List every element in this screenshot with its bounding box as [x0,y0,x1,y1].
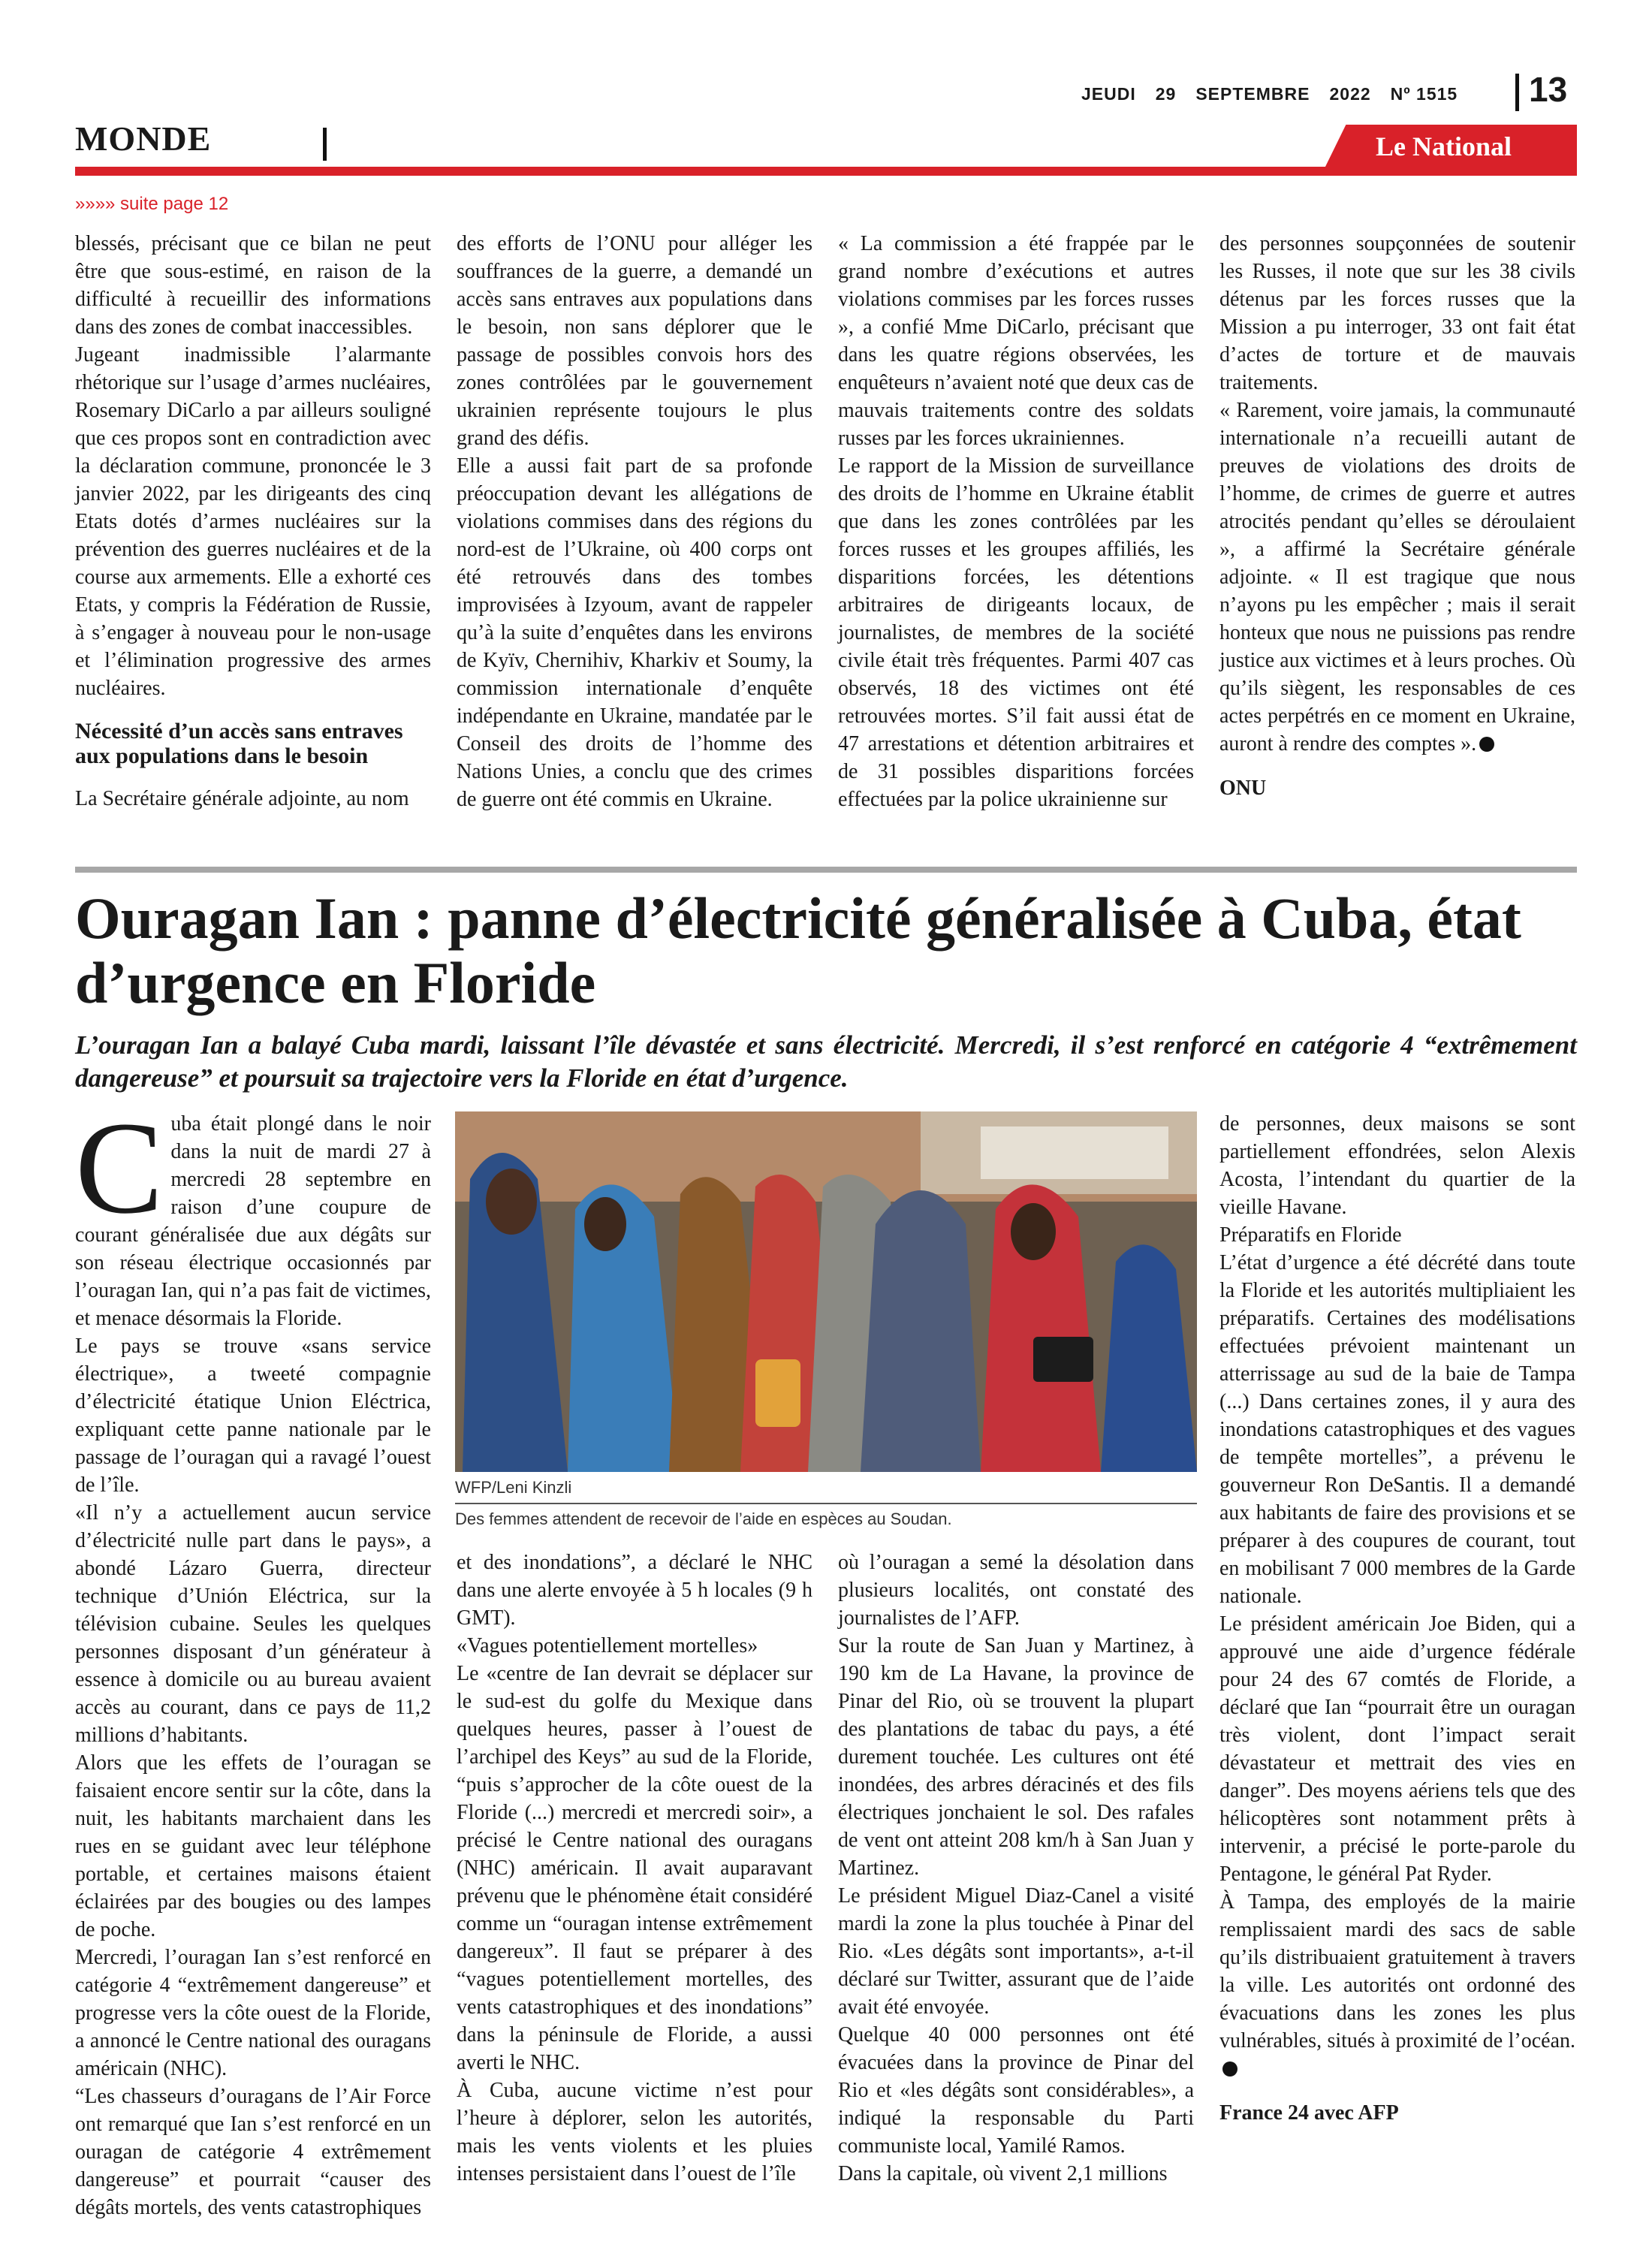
article-column-4 [1219,1110,1575,2127]
article-deck: L’ouragan Ian a balayé Cuba mardi, laissant l’île dévastée et sans électricité. Mercredi, il s’est renforcé en catégorie 4 “extrêmement dangereuse” et poursuit sa trajectoire vers la Floride en état d’urgence. [75,1030,1577,1093]
paragraph: “Les chasseurs d’ouragans de l’Air Force ont remarqué que Ian s’est renforcé en un ouragan de catégorie 4 extrêmement dangereuse” et pourrait “causer des dégâts mortels, des vents catastrophiques [75,2085,431,2219]
top-column-3 [838,230,1194,813]
continued-from-link[interactable]: »»»» suite page 12 [75,194,229,214]
top-column-1 [75,230,431,813]
section-divider [323,128,327,161]
paragraph: des efforts de l’ONU pour alléger les souffrances de la guerre, a demandé un accès sans entraves aux populations dans le besoin, non sans déplorer que le passage de possibles convois hors des zones contrôlées par le gouvernement ukrainien représente toujours le plus grand des défis. [457,232,812,450]
paragraph: Sur la route de San Juan y Martinez, à 190 km de La Havane, la province de Pinar del Rio, où se trouvent la plupart des plantations de tabac du pays, a été durement touchée. Les cultures ont été inondées, des arbres déracinés et des fils électriques jonchaient le sol. Des rafales de vent ont atteint 208 km/h à San Juan y Martinez. [838,1634,1194,1880]
article-column-2 [457,1549,812,2188]
section-title: MONDE [75,119,212,158]
paragraph: Mercredi, l’ouragan Ian s’est renforcé en catégorie 4 “extrêmement dangereuse” et progresse vers la côte ouest de la Floride, a annoncé le Centre national des ouragans américain (NHC). [75,1946,431,2080]
paragraph [1219,1888,1575,2083]
brand-name: Le National [1376,131,1512,161]
drop-cap: C [75,1095,164,1241]
paragraph: « La commission a été frappée par le grand nombre d’exécutions et autres violations commises par les forces russes », a confié Mme DiCarlo, précisant que dans les quatre régions observées, les enquêteurs n’avaient noté que deux cas de mauvais traitements contre des soldats russes par les forces ukrainiennes. [838,232,1194,450]
article-divider [75,867,1577,873]
page-number: 13 [1529,70,1568,109]
issue-date-number: 29 [1155,84,1177,104]
article-signature: ONU [1219,777,1267,800]
paragraph-text: « Rarement, voire jamais, la communauté internationale n’a recueilli autant de preuves de violations des droits de l’homme, de crimes de guerre et autres atrocités pendant qu’elles se déroulaient », a affirmé la Secrétaire générale adjointe. « Il est tragique que nous n’ayons pu les empêcher ; mais il serait honteux que nous ne puissions pas rendre justice aux victimes et à leurs proches. Où qu’ils siègent, les responsables de ces actes perpétrés en ce moment en Ukraine, auront à rendre des comptes ». [1219,399,1575,756]
paragraph: «Il n’y a actuellement aucun service d’électricité nulle part dans le pays», a abondé Lázaro Guerra, directeur technique d’Unión Eléctrica, sur la télévision cubaine. Seules les quelques personnes disposant d’un générateur à essence à domicile ou au bureau avaient accès au courant, dans ce pays de 11,2 millions d’habitants. [75,1501,431,1747]
issue-year: 2022 [1329,84,1371,104]
issue-number: Nº 1515 [1390,84,1458,104]
issue-day: JEUDI [1081,84,1136,104]
paragraph: Préparatifs en Floride [1219,1223,1402,1247]
article-column-3 [838,1549,1194,2188]
paragraph: Elle a aussi fait part de sa profonde préoccupation devant les allégations de violations commises dans des régions du nord-est de l’Ukraine, où 400 corps ont été retrouvés dans des tombes improvisées à Izyoum, avant de rappeler qu’à la suite d’enquêtes dans les environs de Kyïv, Chernihiv, Kharkiv et Soumy, la commission internationale d’enquête indépendante en Ukraine, mandatée par le Conseil des droits de l’homme des Nations Unies, a conclu que des crimes de guerre ont été commis en Ukraine. [457,454,812,811]
paragraph: Le «centre de Ian devrait se déplacer sur le sud-est du golfe du Mexique dans quelques heures, passer à l’ouest de l’archipel des Keys” au sud de la Floride, “puis s’approcher de la côte ouest de la Floride (...) mercredi et mercredi soir», a précisé le Centre national des ouragans (NHC) américain. Il avait auparavant prévenu que le phénomène était considéré comme un “ouragan intense extrêmement dangereux”. Il faut se préparer à des “vagues potentiellement mortelles, des vents catastrophiques et des inondations” dans la péninsule de Floride, a aussi averti le NHC. [457,1662,812,2074]
article-signature: France 24 avec AFP [1219,2101,1399,2125]
paragraph: Jugeant inadmissible l’alarmante rhétorique sur l’usage d’armes nucléaires, Rosemary DiCarlo a par ailleurs souligné que ces propos sont en contradiction avec la déclaration commune, prononcée le 3 janvier 2022, par les dirigeants des cinq Etats dotés d’armes nucléaires sur la prévention des guerres nucléaires et de la course aux armements. Elle a exhorté ces Etats, y compris la Fédération de Russie, à s’engager à nouveau pour le non-usage et l’élimination progressive des armes nucléaires. [75,343,431,700]
paragraph [75,1095,431,1332]
subheading: Nécessité d’un accès sans entraves aux populations dans le besoin [75,719,403,768]
photo-credit: WFP/Leni Kinzli [455,1478,572,1497]
caption-rule [455,1503,1197,1504]
article-column-1 [75,1095,431,2221]
paragraph: Le président Miguel Diaz-Canel a visité mardi la zone la plus touchée à Pinar del Rio. «Les dégâts sont importants», a-t-il déclaré sur Twitter, assurant que de l’aide avait été envoyée. [838,1884,1194,2019]
paragraph: La Secrétaire générale adjointe, au nom [75,787,409,810]
paragraph: «Vagues potentiellement mortelles» [457,1634,758,1657]
paragraph: et des inondations”, a déclaré le NHC dans une alerte envoyée à 5 h locales (9 h GMT). [457,1551,812,1630]
paragraph: Dans la capitale, où vivent 2,1 millions [838,2162,1168,2185]
paragraph: où l’ouragan a semé la désolation dans plusieurs localités, ont constaté des journalistes de l’AFP. [838,1551,1194,1630]
paragraph: Le rapport de la Mission de surveillance des droits de l’homme en Ukraine établit que dans les zones contrôlées par les forces russes et les groupes affiliés, les disparitions forcées, les détentions arbitraires de dirigeants locaux, de journalistes, de membres de la société civile était très fréquentes. Parmi 407 cas observés, 18 des victimes ont été retrouvées mortes. S’il fait aussi état de 47 arrestations et détention arbitraires et de 31 possibles disparitions forcées effectuées par la police ukrainienne sur [838,454,1194,811]
paragraph: blessés, précisant que ce bilan ne peut être que sous-estimé, en raison de la difficulté à recueillir des informations dans des zones de combat inaccessibles. [75,232,431,339]
paragraph: À Cuba, aucune victime n’est pour l’heure à déplorer, selon les autorités, mais les vents violents et les pluies intenses persistaient dans l’ouest de l’île [457,2079,812,2185]
paragraph: des personnes soupçonnées de soutenir les Russes, il note que sur les 38 civils détenus par les forces russes que la Mission a pu interroger, 33 ont fait état d’actes de torture et de mauvais traitements. [1219,232,1575,394]
paragraph: Quelque 40 000 personnes ont été évacuées dans la province de Pinar del Rio et «les dégâts sont considérables», a indiqué la responsable du Parti communiste local, Yamilé Ramos. [838,2023,1194,2158]
end-mark-icon [1479,737,1494,752]
photo-caption: Des femmes attendent de recevoir de l’aide en espèces au Soudan. [455,1510,952,1528]
article-headline: Ouragan Ian : panne d’électricité généralisée à Cuba, état d’urgence en Floride [75,885,1521,1015]
issue-month: SEPTEMBRE [1195,84,1310,104]
end-mark-icon [1222,2061,1237,2077]
paragraph: L’état d’urgence a été décrété dans toute la Floride et les autorités multipliaient les préparatifs. Certaines des modélisations effectuées prévoient maintenant un atterrissage au sud de la baie de Tampa (...) Dans certaines zones, il y aura des inondations catastrophiques et des vagues de tempête mortelles”, a prévenu le gouverneur Ron DeSantis. Il a demandé aux habitants de faire des provisions et se préparer à des coupures de courant, tout en mobilisant 7 000 membres de la Garde nationale. [1219,1251,1575,1608]
paragraph-text: À Tampa, des employés de la mairie remplissaient mardi des sacs de sable qu’ils distribuaient gratuitement à travers la ville. Les autorités ont ordonné des évacuations dans les zones les plus vulnérables, situés à proximité de l’océan. [1219,1890,1575,2052]
paragraph: Le pays se trouve «sans service électrique», a tweeté compagnie d’électricité étatique Union Eléctrica, expliquant cette panne nationale par le passage de l’ouragan qui a ravagé l’ouest de l’île. [75,1335,431,1497]
top-column-2 [457,230,812,813]
top-column-4 [1219,230,1575,802]
paragraph [1219,397,1575,758]
page-number-divider [1515,74,1519,111]
paragraph: Le président américain Joe Biden, qui a approuvé une aide d’urgence fédérale pour 24 des 67 comtés de Floride, a déclaré que Ian “pourrait être un ouragan très violent, dont l’impact serait dévastateur et mettrait des vies en danger”. Des moyens aériens tels que des hélicoptères sont notamment prêts à intervenir, a précisé le porte-parole du Pentagone, le général Pat Ryder. [1219,1612,1575,1886]
article-photo [455,1111,1197,1472]
paragraph: Alors que les effets de l’ouragan se faisaient encore sentir sur la côte, dans la nuit, les habitants marchaient dans les rues en se guidant avec leur téléphone portable, et certaines maisons étaient éclairées par des bougies ou des lampes de poche. [75,1751,431,1941]
issue-date [1081,84,1477,104]
photo-illustration [455,1111,1197,1472]
paragraph: de personnes, deux maisons se sont partiellement effondrées, selon Alexis Acosta, l’intendant du quartier de la vieille Havane. [1219,1112,1575,1219]
paragraph-text: uba était plongé dans le noir dans la nuit de mardi 27 à mercredi 28 septembre en raison d’une coupure de courant généralisée due aux dégâts sur son réseau électrique occasionnés par l’ouragan Ian, qui n’a pas fait de victimes, et menace désormais la Floride. [75,1112,431,1330]
